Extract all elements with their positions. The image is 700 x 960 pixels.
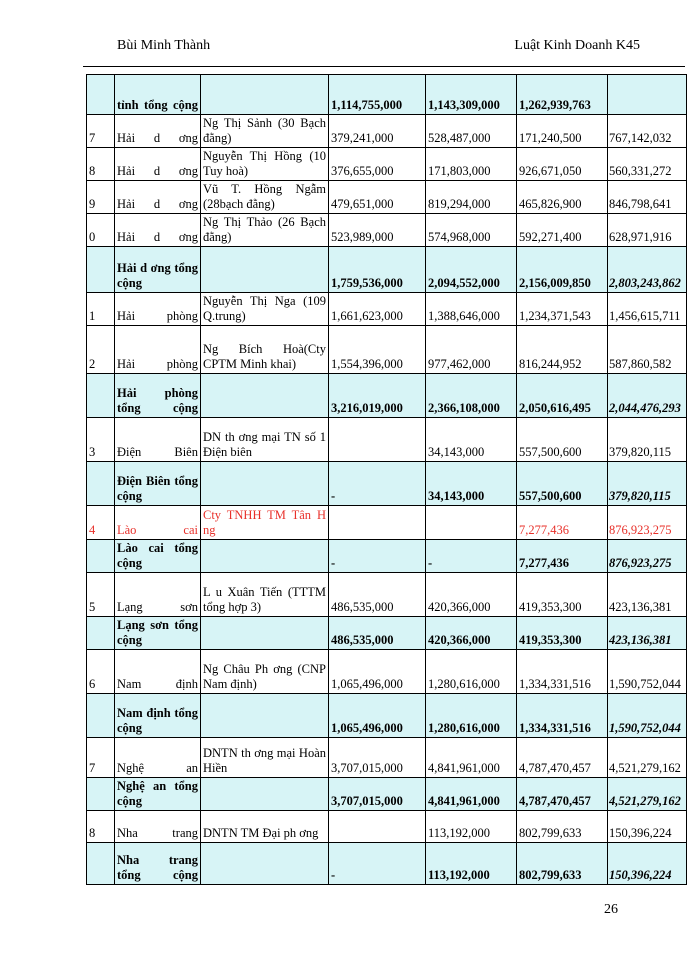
value-cell-3: 1,262,939,763 bbox=[517, 75, 608, 115]
value-cell-4: 1,590,752,044 bbox=[608, 650, 687, 694]
region-cell: Hải d ơng bbox=[115, 214, 201, 247]
distributor-cell bbox=[201, 843, 329, 885]
region-cell: Hải d ơng bbox=[115, 115, 201, 148]
header-rule bbox=[83, 66, 685, 67]
value-cell-4: 2,044,476,293 bbox=[608, 374, 687, 418]
value-cell-4: 379,820,115 bbox=[608, 462, 687, 506]
value-cell-4: 4,521,279,162 bbox=[608, 738, 687, 778]
value-cell-3: 7,277,436 bbox=[517, 540, 608, 573]
row-index-cell: 3 bbox=[87, 418, 115, 462]
table-row-total bbox=[87, 694, 687, 738]
table-row bbox=[87, 326, 687, 374]
value-cell-3: 4,787,470,457 bbox=[517, 778, 608, 811]
distributor-cell: DNTN th ơng mại Hoàn Hiền bbox=[201, 738, 329, 778]
value-cell-4: 2,803,243,862 bbox=[608, 247, 687, 293]
table-row bbox=[87, 214, 687, 247]
distributor-cell: Nguyễn Thị Nga (109 Q.trung) bbox=[201, 293, 329, 326]
region-cell: Điện Biên bbox=[115, 418, 201, 462]
value-cell-4: 846,798,641 bbox=[608, 181, 687, 214]
value-cell-2 bbox=[426, 506, 517, 540]
value-cell-4: 1,590,752,044 bbox=[608, 694, 687, 738]
region-cell: Hải d ơng bbox=[115, 148, 201, 181]
value-cell-1: 1,554,396,000 bbox=[329, 326, 426, 374]
row-index-cell bbox=[87, 778, 115, 811]
value-cell-2: 4,841,961,000 bbox=[426, 738, 517, 778]
value-cell-1: - bbox=[329, 462, 426, 506]
row-index-cell: 8 bbox=[87, 148, 115, 181]
value-cell-2: 4,841,961,000 bbox=[426, 778, 517, 811]
distributor-cell: Ng Châu Ph ơng (CNP Nam định) bbox=[201, 650, 329, 694]
row-index-cell bbox=[87, 540, 115, 573]
row-index-cell: 0 bbox=[87, 214, 115, 247]
row-index-cell bbox=[87, 462, 115, 506]
distributor-cell bbox=[201, 247, 329, 293]
row-index-cell bbox=[87, 617, 115, 650]
distributor-cell: Ng Thị Thảo (26 Bạch đằng) bbox=[201, 214, 329, 247]
region-cell: Lào cai bbox=[115, 506, 201, 540]
distributor-cell bbox=[201, 462, 329, 506]
value-cell-1: 486,535,000 bbox=[329, 617, 426, 650]
value-cell-1: 1,759,536,000 bbox=[329, 247, 426, 293]
table-row bbox=[87, 811, 687, 843]
value-cell-2: 420,366,000 bbox=[426, 617, 517, 650]
value-cell-4: 150,396,224 bbox=[608, 811, 687, 843]
value-cell-4: 379,820,115 bbox=[608, 418, 687, 462]
table-row-total bbox=[87, 843, 687, 885]
table-row bbox=[87, 115, 687, 148]
distributor-cell: Ng Bích Hoà(Cty CPTM Minh khai) bbox=[201, 326, 329, 374]
value-cell-4: 4,521,279,162 bbox=[608, 778, 687, 811]
value-cell-2: 2,366,108,000 bbox=[426, 374, 517, 418]
value-cell-1 bbox=[329, 418, 426, 462]
value-cell-2: 1,388,646,000 bbox=[426, 293, 517, 326]
value-cell-4: 876,923,275 bbox=[608, 540, 687, 573]
value-cell-4: 1,456,615,711 bbox=[608, 293, 687, 326]
distributor-cell: Vũ T. Hồng Ngẫm (28bạch đằng) bbox=[201, 181, 329, 214]
value-cell-3: 1,334,331,516 bbox=[517, 650, 608, 694]
distributor-cell bbox=[201, 374, 329, 418]
region-cell: Hải phòng tổng cộng bbox=[115, 374, 201, 418]
table-row-total bbox=[87, 540, 687, 573]
value-cell-2: 2,094,552,000 bbox=[426, 247, 517, 293]
region-cell: Hải phòng bbox=[115, 326, 201, 374]
distributor-cell bbox=[201, 617, 329, 650]
table-row-total bbox=[87, 374, 687, 418]
value-cell-4: 587,860,582 bbox=[608, 326, 687, 374]
distributor-cell: Cty TNHH TM Tân H ng bbox=[201, 506, 329, 540]
distributor-sales-table bbox=[86, 74, 687, 885]
row-index-cell bbox=[87, 694, 115, 738]
value-cell-3: 557,500,600 bbox=[517, 418, 608, 462]
value-cell-4: 876,923,275 bbox=[608, 506, 687, 540]
value-cell-2: 113,192,000 bbox=[426, 811, 517, 843]
distributor-cell: DNTN TM Đại ph ơng bbox=[201, 811, 329, 843]
value-cell-1: 3,707,015,000 bbox=[329, 738, 426, 778]
value-cell-3: 816,244,952 bbox=[517, 326, 608, 374]
value-cell-3: 926,671,050 bbox=[517, 148, 608, 181]
distributor-cell: Nguyễn Thị Hồng (10 Tuy hoà) bbox=[201, 148, 329, 181]
value-cell-1: 486,535,000 bbox=[329, 573, 426, 617]
value-cell-3: 802,799,633 bbox=[517, 843, 608, 885]
value-cell-1: 376,655,000 bbox=[329, 148, 426, 181]
distributor-cell bbox=[201, 778, 329, 811]
value-cell-3: 4,787,470,457 bbox=[517, 738, 608, 778]
value-cell-1: - bbox=[329, 843, 426, 885]
value-cell-1: 3,216,019,000 bbox=[329, 374, 426, 418]
distributor-cell: Ng Thị Sảnh (30 Bạch đằng) bbox=[201, 115, 329, 148]
value-cell-1 bbox=[329, 811, 426, 843]
region-cell: Lạng sơn tổng cộng bbox=[115, 617, 201, 650]
value-cell-1: 1,065,496,000 bbox=[329, 694, 426, 738]
table-row bbox=[87, 293, 687, 326]
row-index-cell: 9 bbox=[87, 181, 115, 214]
region-cell: Hải phòng bbox=[115, 293, 201, 326]
value-cell-2: 1,280,616,000 bbox=[426, 650, 517, 694]
value-cell-3: 557,500,600 bbox=[517, 462, 608, 506]
value-cell-1 bbox=[329, 506, 426, 540]
table-row bbox=[87, 418, 687, 462]
value-cell-1: 1,114,755,000 bbox=[329, 75, 426, 115]
value-cell-2: 574,968,000 bbox=[426, 214, 517, 247]
table-row bbox=[87, 738, 687, 778]
region-cell: Lạng sơn bbox=[115, 573, 201, 617]
header-course: Luật Kinh Doanh K45 bbox=[514, 38, 640, 53]
region-cell: Nha trang tổng cộng bbox=[115, 843, 201, 885]
value-cell-2: 171,803,000 bbox=[426, 148, 517, 181]
table-row-total bbox=[87, 617, 687, 650]
region-cell: Điện Biên tổng cộng bbox=[115, 462, 201, 506]
value-cell-2: 977,462,000 bbox=[426, 326, 517, 374]
table-row bbox=[87, 148, 687, 181]
distributor-cell: DN th ơng mại TN số 1 Điện biên bbox=[201, 418, 329, 462]
region-cell: Nam định bbox=[115, 650, 201, 694]
value-cell-2: 113,192,000 bbox=[426, 843, 517, 885]
value-cell-4: 423,136,381 bbox=[608, 573, 687, 617]
value-cell-3: 802,799,633 bbox=[517, 811, 608, 843]
value-cell-3: 2,156,009,850 bbox=[517, 247, 608, 293]
value-cell-2: 420,366,000 bbox=[426, 573, 517, 617]
region-cell: Nghệ an bbox=[115, 738, 201, 778]
distributor-cell bbox=[201, 75, 329, 115]
distributor-cell: L u Xuân Tiến (TTTM tổng hợp 3) bbox=[201, 573, 329, 617]
value-cell-4: 423,136,381 bbox=[608, 617, 687, 650]
row-index-cell: 4 bbox=[87, 506, 115, 540]
region-cell: Nam định tổng cộng bbox=[115, 694, 201, 738]
value-cell-1: 1,065,496,000 bbox=[329, 650, 426, 694]
value-cell-1: - bbox=[329, 540, 426, 573]
value-cell-1: 523,989,000 bbox=[329, 214, 426, 247]
value-cell-2: - bbox=[426, 540, 517, 573]
region-cell: Nghệ an tổng cộng bbox=[115, 778, 201, 811]
value-cell-3: 419,353,300 bbox=[517, 573, 608, 617]
page-number: 26 bbox=[604, 902, 618, 917]
region-cell: Nha trang bbox=[115, 811, 201, 843]
row-index-cell: 2 bbox=[87, 326, 115, 374]
value-cell-1: 479,651,000 bbox=[329, 181, 426, 214]
region-cell: Hải d ơng tổng cộng bbox=[115, 247, 201, 293]
table-row bbox=[87, 181, 687, 214]
table-row bbox=[87, 573, 687, 617]
row-index-cell bbox=[87, 843, 115, 885]
row-index-cell: 7 bbox=[87, 738, 115, 778]
table-row-total bbox=[87, 778, 687, 811]
table-row bbox=[87, 650, 687, 694]
value-cell-4 bbox=[608, 75, 687, 115]
row-index-cell bbox=[87, 247, 115, 293]
value-cell-4: 560,331,272 bbox=[608, 148, 687, 181]
region-cell: tỉnh tổng cộng bbox=[115, 75, 201, 115]
value-cell-1: 1,661,623,000 bbox=[329, 293, 426, 326]
value-cell-3: 465,826,900 bbox=[517, 181, 608, 214]
region-cell: Lào cai tổng cộng bbox=[115, 540, 201, 573]
value-cell-3: 7,277,436 bbox=[517, 506, 608, 540]
row-index-cell: 7 bbox=[87, 115, 115, 148]
value-cell-1: 3,707,015,000 bbox=[329, 778, 426, 811]
value-cell-4: 150,396,224 bbox=[608, 843, 687, 885]
value-cell-2: 819,294,000 bbox=[426, 181, 517, 214]
row-index-cell: 5 bbox=[87, 573, 115, 617]
value-cell-3: 1,334,331,516 bbox=[517, 694, 608, 738]
value-cell-2: 34,143,000 bbox=[426, 462, 517, 506]
value-cell-2: 1,280,616,000 bbox=[426, 694, 517, 738]
value-cell-2: 34,143,000 bbox=[426, 418, 517, 462]
row-index-cell: 8 bbox=[87, 811, 115, 843]
row-index-cell bbox=[87, 75, 115, 115]
table-row-total bbox=[87, 247, 687, 293]
value-cell-3: 419,353,300 bbox=[517, 617, 608, 650]
row-index-cell: 6 bbox=[87, 650, 115, 694]
value-cell-3: 2,050,616,495 bbox=[517, 374, 608, 418]
table-row-total bbox=[87, 75, 687, 115]
value-cell-3: 1,234,371,543 bbox=[517, 293, 608, 326]
distributor-cell bbox=[201, 540, 329, 573]
row-index-cell: 1 bbox=[87, 293, 115, 326]
distributor-cell bbox=[201, 694, 329, 738]
value-cell-1: 379,241,000 bbox=[329, 115, 426, 148]
value-cell-4: 767,142,032 bbox=[608, 115, 687, 148]
table-row-total bbox=[87, 462, 687, 506]
header-author: Bùi Minh Thành bbox=[117, 38, 211, 53]
row-index-cell bbox=[87, 374, 115, 418]
value-cell-2: 1,143,309,000 bbox=[426, 75, 517, 115]
table-row bbox=[87, 506, 687, 540]
value-cell-3: 171,240,500 bbox=[517, 115, 608, 148]
value-cell-4: 628,971,916 bbox=[608, 214, 687, 247]
value-cell-3: 592,271,400 bbox=[517, 214, 608, 247]
region-cell: Hải d ơng bbox=[115, 181, 201, 214]
value-cell-2: 528,487,000 bbox=[426, 115, 517, 148]
